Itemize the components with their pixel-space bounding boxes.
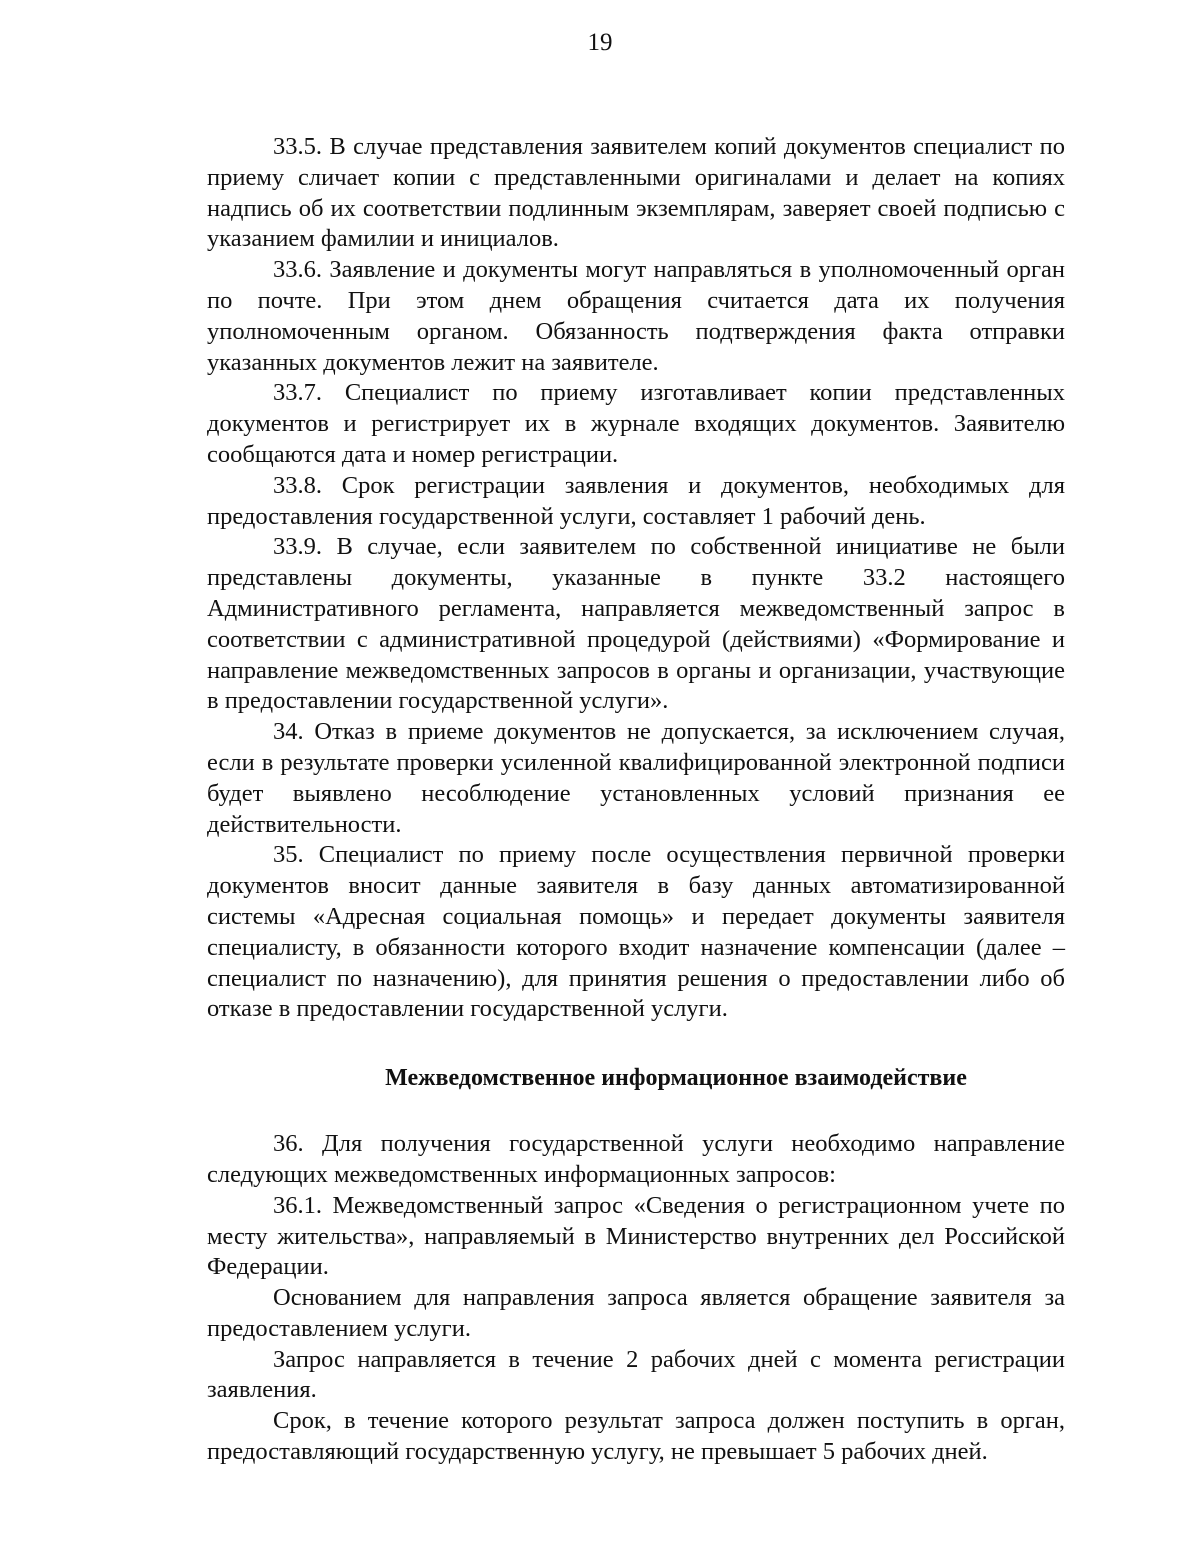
paragraph-33-8: 33.8. Срок регистрации заявления и документов, необходимых для предоставления государственной услуги, составляет 1 рабочий день. xyxy=(207,471,1065,530)
paragraph-request-timing: Запрос направляется в течение 2 рабочих дней с момента регистрации заявления. xyxy=(207,1345,1065,1404)
paragraph-33-7: 33.7. Специалист по приему изготавливает копии представленных документов и регистрирует их в журнале входящих документов. Заявителю сообщаются дата и номер регистрации. xyxy=(207,379,1065,468)
paragraph-35: 35. Специалист по приему после осуществления первичной проверки документов вносит данные заявителя в базу данных автоматизированной системы «Адресная социальная помощь» и передает документы заявителя специалисту, в обязанности которого входит назначение компенсации (далее – специалист по назначению), для принятия решения о предоставлении либо об отказе в предоставлении государственной услуги. xyxy=(207,841,1065,1023)
paragraph-request-basis: Основанием для направления запроса является обращение заявителя за предоставлением услуги. xyxy=(207,1284,1065,1342)
paragraph-response-deadline: Срок, в течение которого результат запроса должен поступить в орган, предоставляющий государственную услугу, не превышает 5 рабочих дней. xyxy=(207,1407,1065,1466)
paragraph-36: 36. Для получения государственной услуги необходимо направление следующих межведомственных информационных запросов: xyxy=(207,1130,1065,1188)
document-body xyxy=(207,132,1065,1468)
paragraph-36-1: 36.1. Межведомственный запрос «Сведения о регистрационном учете по месту жительства», направляемый в Министерство внутренних дел Российской Федерации. xyxy=(207,1191,1065,1281)
paragraph-33-6: 33.6. Заявление и документы могут направляться в уполномоченный орган по почте. При этом днем обращения считается дата их получения уполномоченным органом. Обязанность подтверждения факта отправки указанных документов лежит на заявителе. xyxy=(207,256,1065,376)
page-number: 19 xyxy=(587,29,613,56)
paragraph-34: 34. Отказ в приеме документов не допускается, за исключением случая, если в результате проверки усиленной квалифицированной электронной подписи будет выявлено несоблюдение установленных условий признания ее действительности. xyxy=(207,718,1065,838)
section-heading: Межведомственное информационное взаимодействие xyxy=(385,1065,967,1092)
paragraph-33-9: 33.9. В случае, если заявителем по собственной инициативе не были представлены документы, указанные в пункте 33.2 настоящего Административного регламента, направляется межведомственный запрос в соответствии с административной процедурой (действиями) «Формирование и направление межведомственных запросов в органы и организации, участвующие в предоставлении государственной услуги». xyxy=(207,533,1065,715)
paragraph-33-5: 33.5. В случае представления заявителем копий документов специалист по приему сличает копии с представленными оригиналами и делает на копиях надпись об их соответствии подлинным экземплярам, заверяет своей подписью с указанием фамилии и инициалов. xyxy=(207,133,1065,253)
